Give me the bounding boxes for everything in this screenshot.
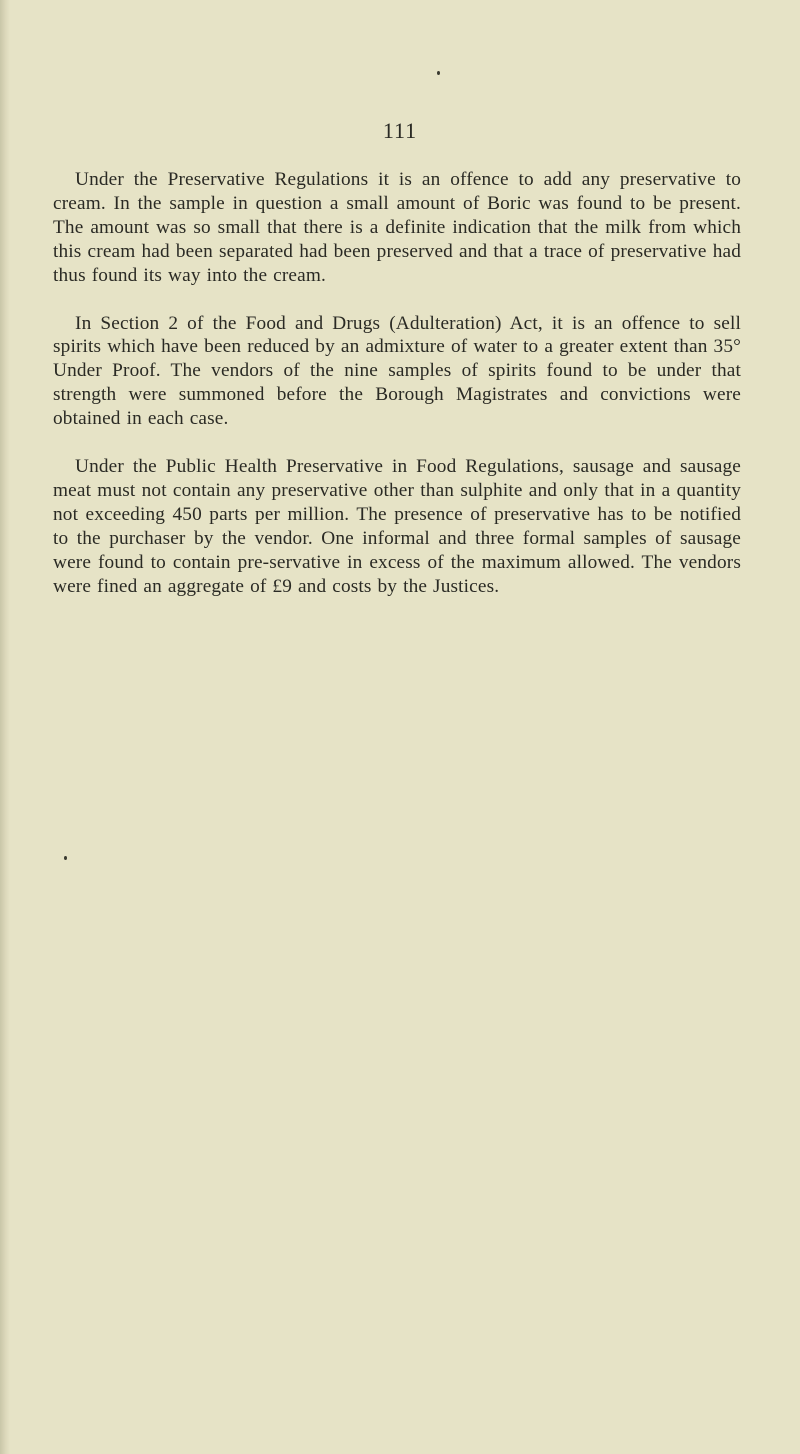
paragraph-sausage-preservative: Under the Public Health Preservative in Food Regulations, sausage and sausage meat must not contain any preservative other than sulphite and only that in a quantity not exceeding 450 parts per million. The presence of preservative has to be notified to the purchaser by the vendor. One informal and three formal samples of sausage were found to contain pre-servative in excess of the maximum allowed. The vendors were fined an aggregate of £9 and costs by the Justices. [53, 456, 741, 597]
document-body [53, 168, 741, 623]
print-speck [437, 71, 440, 75]
print-speck [64, 856, 67, 860]
paragraph-preservative-cream: Under the Preservative Regulations it is an offence to add any preservative to cream. In the sample in question a small amount of Boric was found to be present. The amount was so small that there is a definite indication that the milk from which this cream had been separated had been preserved and that a trace of preservative had thus found its way into the cream. [53, 169, 741, 286]
page-number: 111 [382, 118, 418, 143]
page-left-edge-shadow [0, 0, 10, 1454]
paragraph-spirits-under-proof: In Section 2 of the Food and Drugs (Adulteration) Act, it is an offence to sell spirits which have been reduced by an admixture of water to a greater extent than 35° Under Proof. The vendors of the nine samples of spirits found to be under that strength were summoned before the Borough Magistrates and convictions were obtained in each case. [53, 312, 741, 430]
